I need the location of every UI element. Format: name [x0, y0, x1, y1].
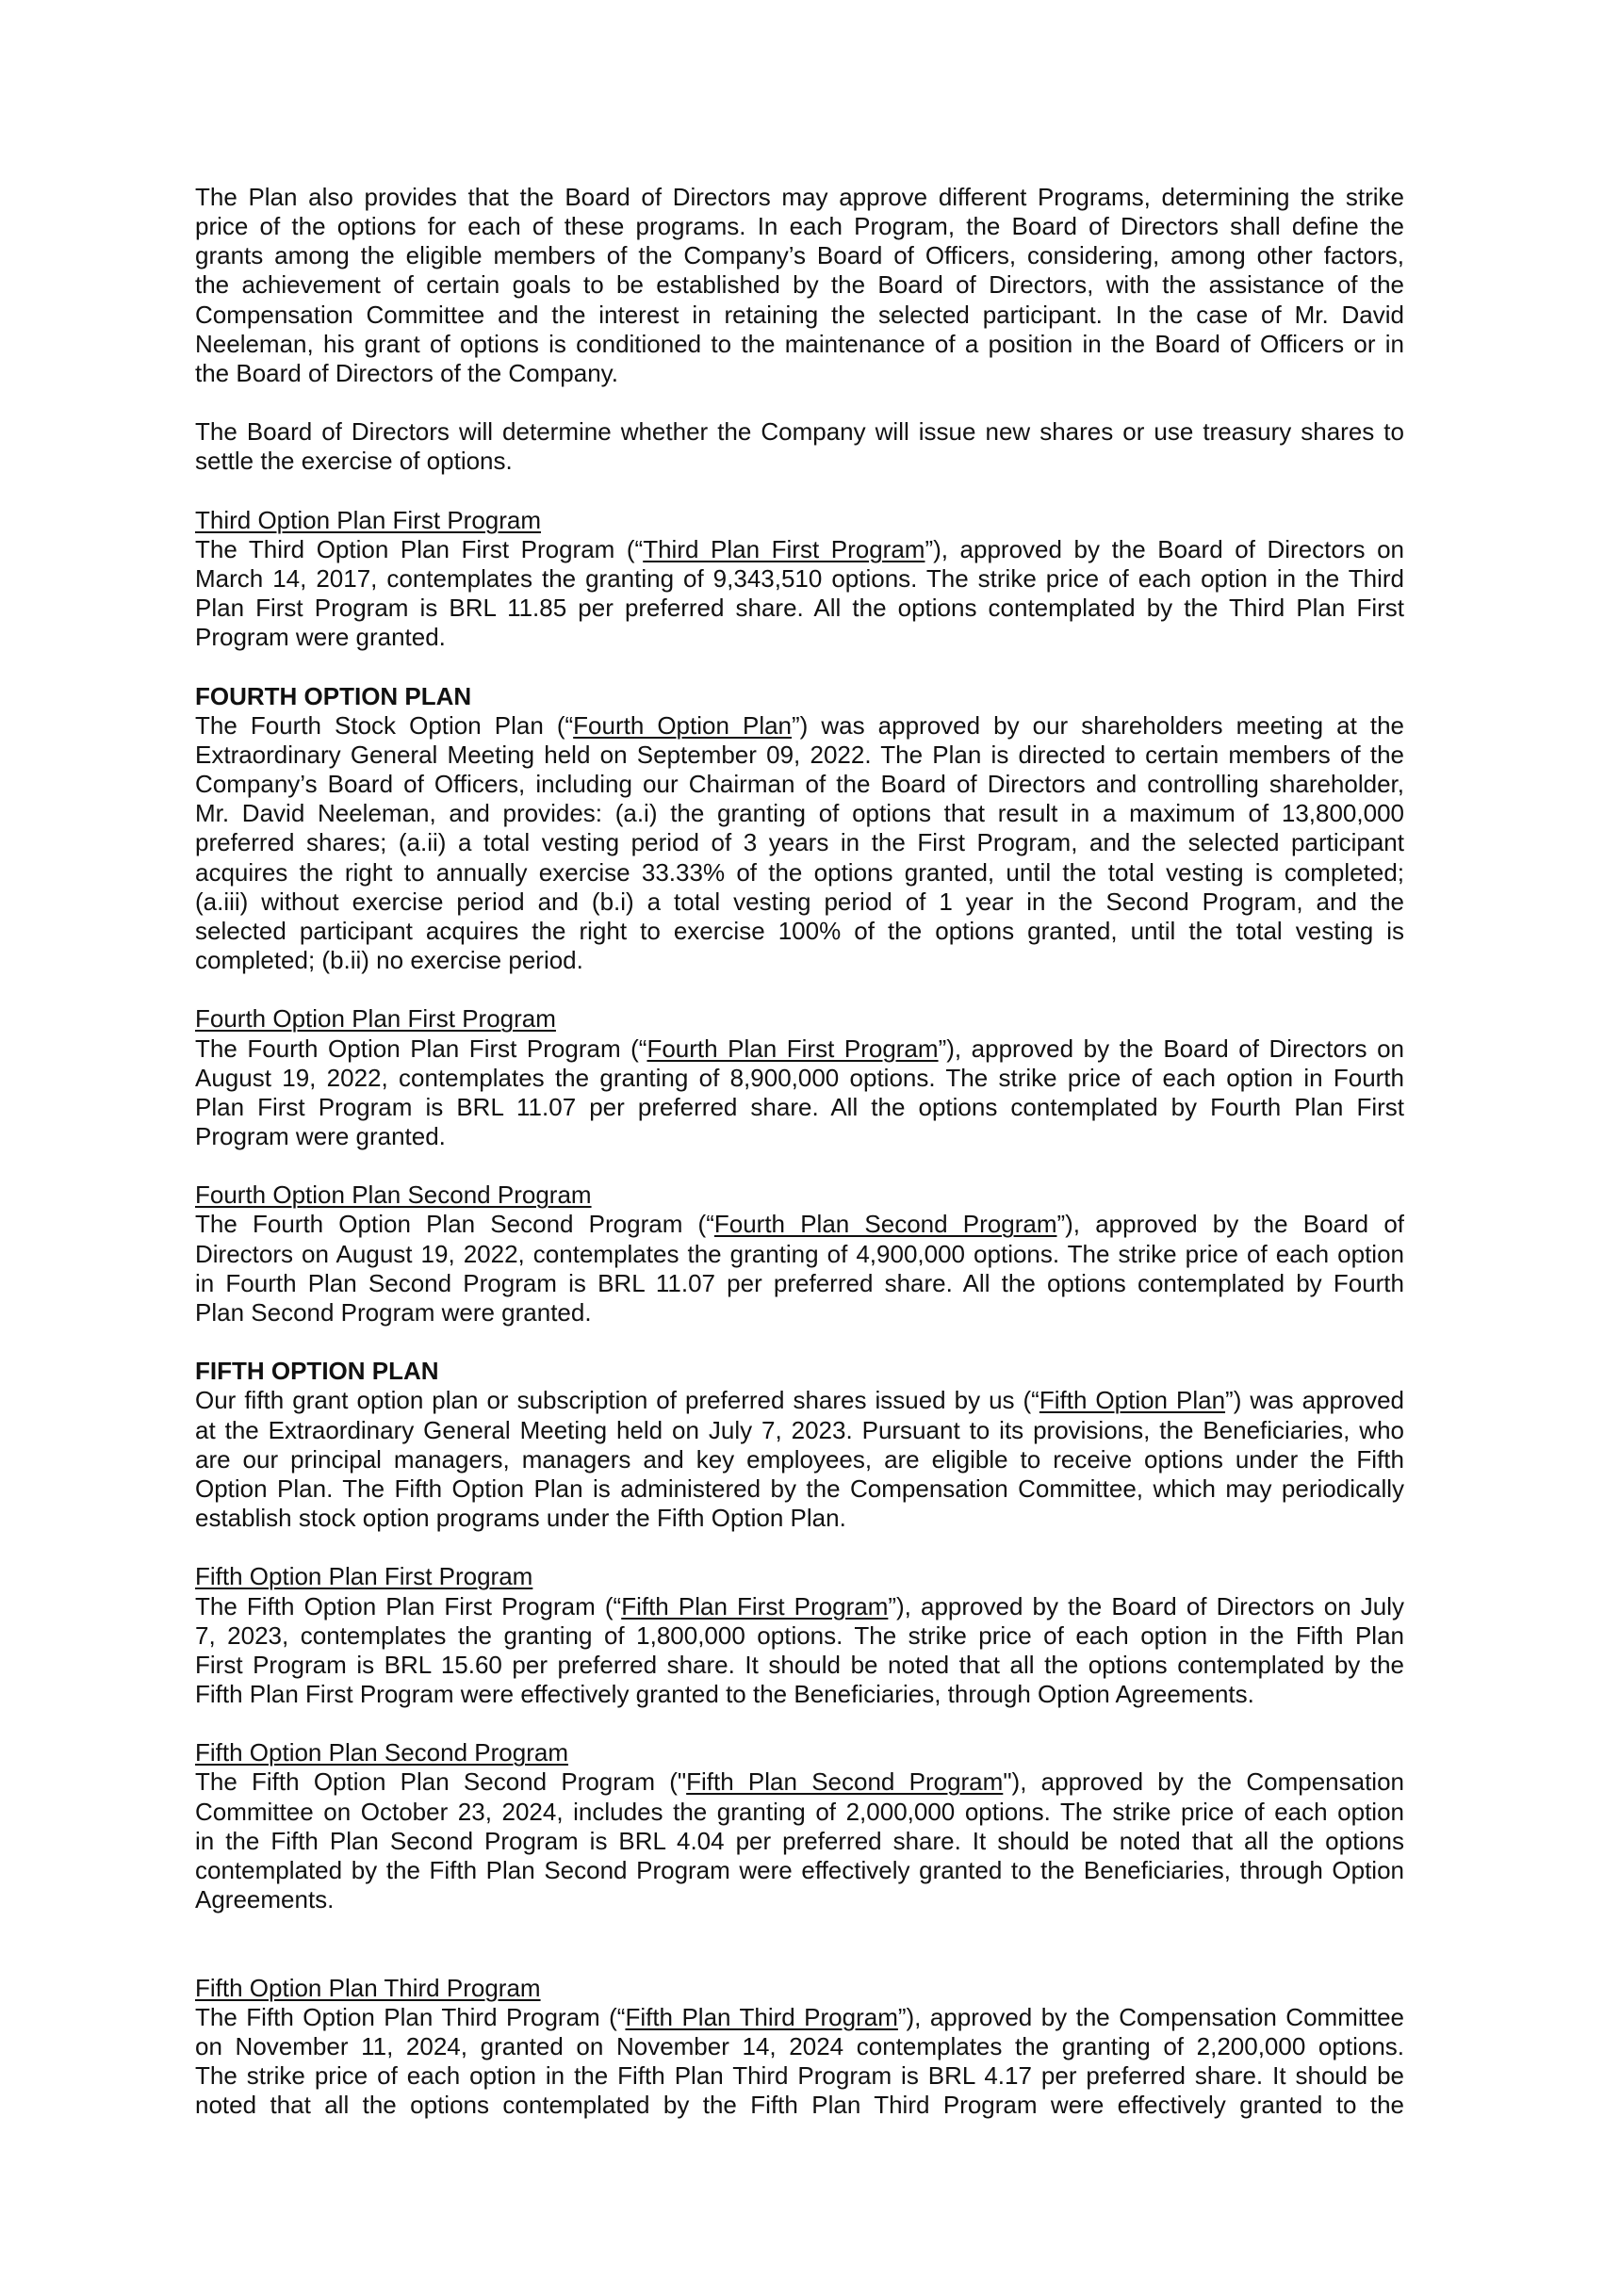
paragraph-fifth-plan-second-program	[195, 1767, 1404, 1944]
subheading-fifth-plan-third-program: Fifth Option Plan Third Program	[195, 1973, 541, 2002]
text-line: in the Fifth Plan Second Program is BRL 4.04 per preferred share. It should be noted that all the options	[195, 1826, 1404, 1855]
text-line: contemplated by the Fifth Plan Second Program were effectively granted to the Beneficiaries, through Option	[195, 1855, 1404, 1884]
text-line: August 19, 2022, contemplates the granting of 8,900,000 options. The strike price of each option in Fourth	[195, 1063, 1404, 1092]
text-line: at the Extraordinary General Meeting held on July 7, 2023. Pursuant to its provisions, the Beneficiaries, who	[195, 1415, 1404, 1444]
text-line: 7, 2023, contemplates the granting of 1,800,000 options. The strike price of each option in the Fifth Plan	[195, 1620, 1404, 1650]
text-line: March 14, 2017, contemplates the granting of 9,343,510 options. The strike price of each option in the Third	[195, 564, 1404, 594]
text-run: ”) was approved by our shareholders meeting at the	[792, 710, 1405, 740]
defined-term: Third Plan First Program	[643, 534, 925, 563]
text-line: Compensation Committee and the interest in retaining the selected participant. In the case of Mr. David	[195, 300, 1404, 329]
heading-fourth-option-plan: FOURTH OPTION PLAN	[195, 681, 472, 710]
text-line	[195, 1210, 1404, 1239]
defined-term: Fifth Plan Third Program	[625, 2002, 898, 2031]
text-line: Company’s Board of Officers, including our Chairman of the Board of Directors and controlling shareholder,	[195, 770, 1404, 799]
text-run: Our fifth grant option plan or subscription of preferred shares issued by us (“	[195, 1386, 1039, 1415]
text-line: Agreements.	[195, 1885, 335, 1914]
text-line: are our principal managers, managers and key employees, are eligible to receive options under the Fifth	[195, 1444, 1404, 1474]
text-line	[195, 1767, 1404, 1797]
text-line: Committee on October 23, 2024, includes the granting of 2,000,000 options. The strike price of each option	[195, 1797, 1404, 1826]
text-run: The Fifth Option Plan Third Program (“	[195, 2002, 626, 2031]
paragraph-settlement	[195, 417, 1404, 505]
text-line: selected participant acquires the right to exercise 100% of the options granted, until the total vesting is	[195, 916, 1404, 945]
text-line: on November 11, 2024, granted on November 14, 2024 contemplates the granting of 2,200,000 options.	[195, 2031, 1404, 2060]
text-line	[195, 1592, 1404, 1621]
text-run: ”) was approved	[1225, 1386, 1404, 1415]
text-line: grants among the eligible members of the Company’s Board of Officers, considering, among other factors,	[195, 241, 1404, 270]
defined-term: Fifth Option Plan	[1039, 1386, 1226, 1415]
text-line: noted that all the options contemplated by the Fifth Plan Third Program were effectively granted to the	[195, 2091, 1404, 2120]
text-line: establish stock option programs under the Fifth Option Plan.	[195, 1504, 846, 1533]
text-run: The Fourth Option Plan Second Program (“	[195, 1210, 714, 1239]
text-line: The Board of Directors will determine whether the Company will issue new shares or use treasury shares to	[195, 417, 1404, 447]
text-line: Program were granted.	[195, 1122, 446, 1150]
text-line: Option Plan. The Fifth Option Plan is administered by the Compensation Committee, which may periodically	[195, 1474, 1404, 1503]
paragraph-fourth-plan-first-program	[195, 1034, 1404, 1181]
defined-term: Fifth Plan First Program	[621, 1591, 889, 1620]
subheading-fifth-plan-first-program: Fifth Option Plan First Program	[195, 1562, 533, 1591]
paragraph-fourth-option-plan	[195, 711, 1404, 1005]
subheading-fourth-plan-second-program: Fourth Option Plan Second Program	[195, 1181, 592, 1210]
text-line: (a.iii) without exercise period and (b.i) a total vesting period of 1 year in the Second Program, and the	[195, 887, 1404, 916]
text-run: The Fifth Option Plan Second Program ("	[195, 1767, 687, 1797]
subheading-fourth-plan-first-program: Fourth Option Plan First Program	[195, 1004, 556, 1034]
text-run: The Fourth Stock Option Plan (“	[195, 710, 574, 740]
text-line: Directors on August 19, 2022, contemplates the granting of 4,900,000 options. The strike price of each option	[195, 1239, 1404, 1268]
text-line: Extraordinary General Meeting held on September 09, 2022. The Plan is directed to certain members of the	[195, 740, 1404, 769]
text-run: ”), approved by the Board of Directors on	[938, 1034, 1405, 1063]
paragraph-fifth-option-plan	[195, 1386, 1404, 1562]
text-line: the achievement of certain goals to be established by the Board of Directors, with the assistance of the	[195, 270, 1404, 300]
text-line: Fifth Plan First Program were effectively granted to the Beneficiaries, through Option Agreements.	[195, 1679, 1254, 1708]
subheading-third-plan-first-program: Third Option Plan First Program	[195, 505, 542, 534]
text-line	[195, 2003, 1404, 2032]
text-line: Plan Second Program were granted.	[195, 1297, 592, 1327]
heading-fifth-option-plan: FIFTH OPTION PLAN	[195, 1357, 439, 1386]
paragraph-fifth-plan-third-program	[195, 2003, 1404, 2150]
text-line: settle the exercise of options.	[195, 447, 513, 476]
document-page	[195, 183, 1404, 2149]
text-line	[195, 535, 1404, 564]
text-line: The strike price of each option in the Fifth Plan Third Program is BRL 4.17 per preferred share. It should be	[195, 2061, 1404, 2090]
text-line	[195, 1034, 1404, 1064]
text-line: preferred shares; (a.ii) a total vesting period of 3 years in the First Program, and the selected participant	[195, 828, 1404, 857]
paragraph-plan-programs	[195, 183, 1404, 417]
text-line	[195, 711, 1404, 741]
paragraph-fifth-plan-first-program	[195, 1592, 1404, 1739]
defined-term: Fifth Plan Second Program	[686, 1767, 1004, 1797]
defined-term: Fourth Plan Second Program	[713, 1210, 1057, 1239]
text-run: ”), approved by the Board of Directors on	[925, 534, 1405, 563]
text-run: "), approved by the Compensation	[1003, 1767, 1405, 1797]
text-line: The Plan also provides that the Board of Directors may approve different Programs, determining the strike	[195, 183, 1404, 211]
defined-term: Fourth Option Plan	[573, 710, 793, 740]
text-line	[195, 1386, 1404, 1415]
defined-term: Fourth Plan First Program	[647, 1034, 939, 1063]
text-run: The Fourth Option Plan First Program (“	[195, 1034, 647, 1063]
text-line: the Board of Directors of the Company.	[195, 358, 618, 387]
text-line: completed; (b.ii) no exercise period.	[195, 946, 583, 975]
text-run: The Fifth Option Plan First Program (“	[195, 1591, 622, 1620]
text-line: Program were granted.	[195, 623, 446, 652]
text-line: Neeleman, his grant of options is conditioned to the maintenance of a position in the Board of Officers or in	[195, 329, 1404, 358]
text-run: The Third Option Plan First Program (“	[195, 534, 644, 563]
subheading-fifth-plan-second-program: Fifth Option Plan Second Program	[195, 1738, 568, 1767]
text-run: ”), approved by the Board of Directors on July	[888, 1591, 1404, 1620]
paragraph-third-plan-first-program	[195, 535, 1404, 682]
paragraph-fourth-plan-second-program	[195, 1210, 1404, 1357]
text-line: in Fourth Plan Second Program is BRL 11.07 per preferred share. All the options contemplated by Fourth	[195, 1268, 1404, 1297]
text-line: Mr. David Neeleman, and provides: (a.i) the granting of options that result in a maximum of 13,800,000	[195, 799, 1404, 828]
text-line: acquires the right to annually exercise 33.33% of the options granted, until the total vesting is completed;	[195, 857, 1404, 887]
text-line: price of the options for each of these programs. In each Program, the Board of Directors shall define the	[195, 212, 1404, 241]
text-run: ”), approved by the Compensation Committee	[897, 2002, 1404, 2031]
text-line: First Program is BRL 15.60 per preferred share. It should be noted that all the options contemplated by the	[195, 1650, 1404, 1679]
text-run: ”), approved by the Board of	[1056, 1210, 1405, 1239]
text-line: Plan First Program is BRL 11.85 per preferred share. All the options contemplated by the Third Plan First	[195, 594, 1404, 623]
text-line: Plan First Program is BRL 11.07 per preferred share. All the options contemplated by Fourth Plan First	[195, 1092, 1404, 1121]
